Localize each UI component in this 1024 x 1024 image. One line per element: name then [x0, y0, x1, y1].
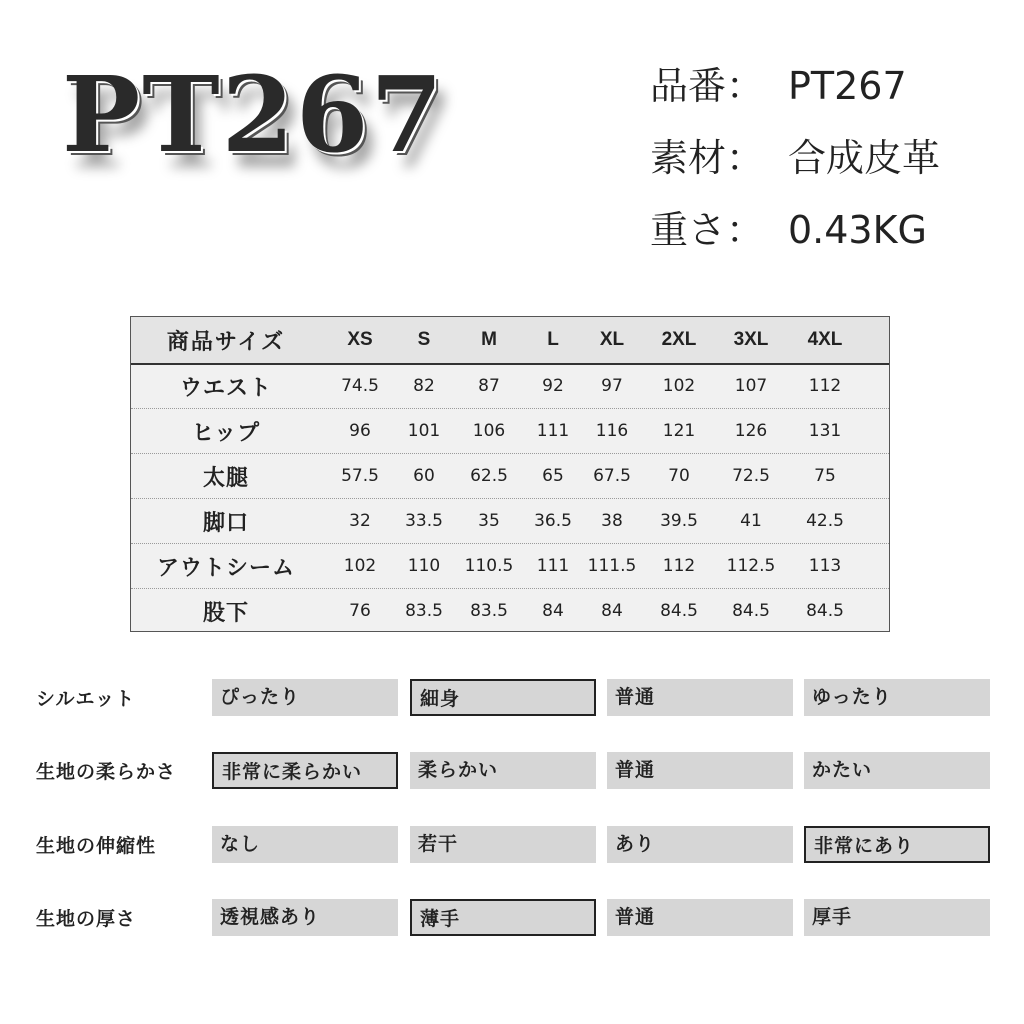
table-cell: 84: [601, 601, 623, 621]
table-cell: 92: [542, 376, 564, 396]
spec-label: 品番：: [650, 64, 765, 108]
spec-product-number: [650, 58, 940, 130]
spec-label: 素材：: [650, 136, 765, 180]
spec-value: 合成皮革: [788, 136, 941, 180]
attribute-row: [0, 679, 1024, 719]
attribute-option-selected: 細身: [410, 679, 596, 716]
table-row: [131, 589, 889, 633]
attribute-option: なし: [212, 826, 398, 863]
table-cell: 39.5: [660, 511, 698, 531]
table-cell: 87: [478, 376, 500, 396]
table-cell: 126: [734, 421, 768, 441]
table-cell: 111: [536, 421, 570, 441]
attribute-option: 若干: [410, 826, 596, 863]
table-cell: 101: [407, 421, 441, 441]
row-label: 太腿: [202, 465, 249, 491]
attribute-option-selected: 非常にあり: [804, 826, 990, 863]
size-header: 2XL: [661, 329, 697, 350]
row-label: 股下: [202, 600, 249, 626]
size-table-header: [131, 317, 889, 365]
table-cell: 57.5: [341, 466, 379, 486]
product-specs: [650, 58, 940, 274]
table-cell: 70: [668, 466, 690, 486]
table-cell: 82: [413, 376, 435, 396]
table-cell: 60: [413, 466, 435, 486]
spec-value: PT267: [788, 64, 907, 108]
table-cell: 111.5: [587, 556, 637, 576]
table-cell: 102: [343, 556, 377, 576]
attribute-option-selected: 非常に柔らかい: [212, 752, 398, 789]
attribute-label: 生地の柔らかさ: [36, 761, 177, 783]
row-label: ヒップ: [191, 420, 261, 446]
attribute-option: 普通: [607, 679, 793, 716]
size-header: XL: [599, 329, 625, 350]
table-cell: 32: [349, 511, 371, 531]
table-row: [131, 499, 889, 544]
spec-label: 重さ：: [650, 208, 765, 252]
table-cell: 67.5: [593, 466, 631, 486]
table-cell: 83.5: [405, 601, 443, 621]
row-label: 脚口: [202, 510, 249, 536]
table-cell: 76: [349, 601, 371, 621]
attribute-option: 普通: [607, 899, 793, 936]
table-cell: 112: [662, 556, 696, 576]
table-cell: 33.5: [405, 511, 443, 531]
table-cell: 84: [542, 601, 564, 621]
table-cell: 110.5: [464, 556, 514, 576]
spec-weight: [650, 202, 940, 274]
table-cell: 113: [808, 556, 842, 576]
attribute-option: ゆったり: [804, 679, 990, 716]
table-cell: 111: [536, 556, 570, 576]
table-cell: 36.5: [534, 511, 572, 531]
attribute-row: [0, 752, 1024, 792]
table-cell: 84.5: [806, 601, 844, 621]
table-cell: 35: [478, 511, 500, 531]
table-cell: 41: [740, 511, 762, 531]
table-cell: 72.5: [732, 466, 770, 486]
table-row: [131, 544, 889, 589]
table-cell: 116: [595, 421, 629, 441]
row-label: アウトシーム: [156, 555, 295, 581]
table-cell: 131: [808, 421, 842, 441]
product-logo: PT267: [62, 53, 445, 176]
attribute-option: かたい: [804, 752, 990, 789]
table-cell: 96: [349, 421, 371, 441]
attribute-option: 普通: [607, 752, 793, 789]
attribute-option: 透視感あり: [212, 899, 398, 936]
table-cell: 83.5: [470, 601, 508, 621]
attribute-option: 厚手: [804, 899, 990, 936]
attribute-option: ぴったり: [212, 679, 398, 716]
table-cell: 106: [472, 421, 506, 441]
table-row: [131, 454, 889, 499]
table-cell: 62.5: [470, 466, 508, 486]
table-cell: 112.5: [726, 556, 776, 576]
table-row: [131, 364, 889, 409]
table-cell: 38: [601, 511, 623, 531]
attribute-label: 生地の厚さ: [36, 908, 137, 930]
table-cell: 107: [734, 376, 768, 396]
attribute-option: あり: [607, 826, 793, 863]
attribute-label: シルエット: [36, 688, 136, 710]
size-header: 4XL: [807, 329, 843, 350]
size-header: 3XL: [733, 329, 769, 350]
size-header: L: [547, 329, 559, 350]
table-cell: 112: [808, 376, 842, 396]
attribute-row: [0, 826, 1024, 866]
size-header: XS: [347, 329, 373, 350]
table-row: [131, 409, 889, 454]
table-cell: 102: [662, 376, 696, 396]
table-cell: 121: [662, 421, 696, 441]
table-cell: 84.5: [660, 601, 698, 621]
attribute-row: [0, 899, 1024, 939]
size-header: M: [481, 329, 497, 350]
table-cell: 84.5: [732, 601, 770, 621]
row-label: ウエスト: [179, 375, 272, 401]
attribute-option-selected: 薄手: [410, 899, 596, 936]
attribute-option: 柔らかい: [410, 752, 596, 789]
table-cell: 97: [601, 376, 623, 396]
table-cell: 110: [407, 556, 441, 576]
size-table: [130, 316, 890, 632]
spec-value: 0.43KG: [788, 208, 927, 252]
table-cell: 65: [542, 466, 564, 486]
spec-material: [650, 130, 940, 202]
table-cell: 42.5: [806, 511, 844, 531]
header-label: 商品サイズ: [166, 329, 286, 355]
attribute-label: 生地の伸縮性: [36, 835, 157, 857]
table-cell: 74.5: [341, 376, 379, 396]
table-cell: 75: [814, 466, 836, 486]
size-header: S: [417, 329, 431, 350]
